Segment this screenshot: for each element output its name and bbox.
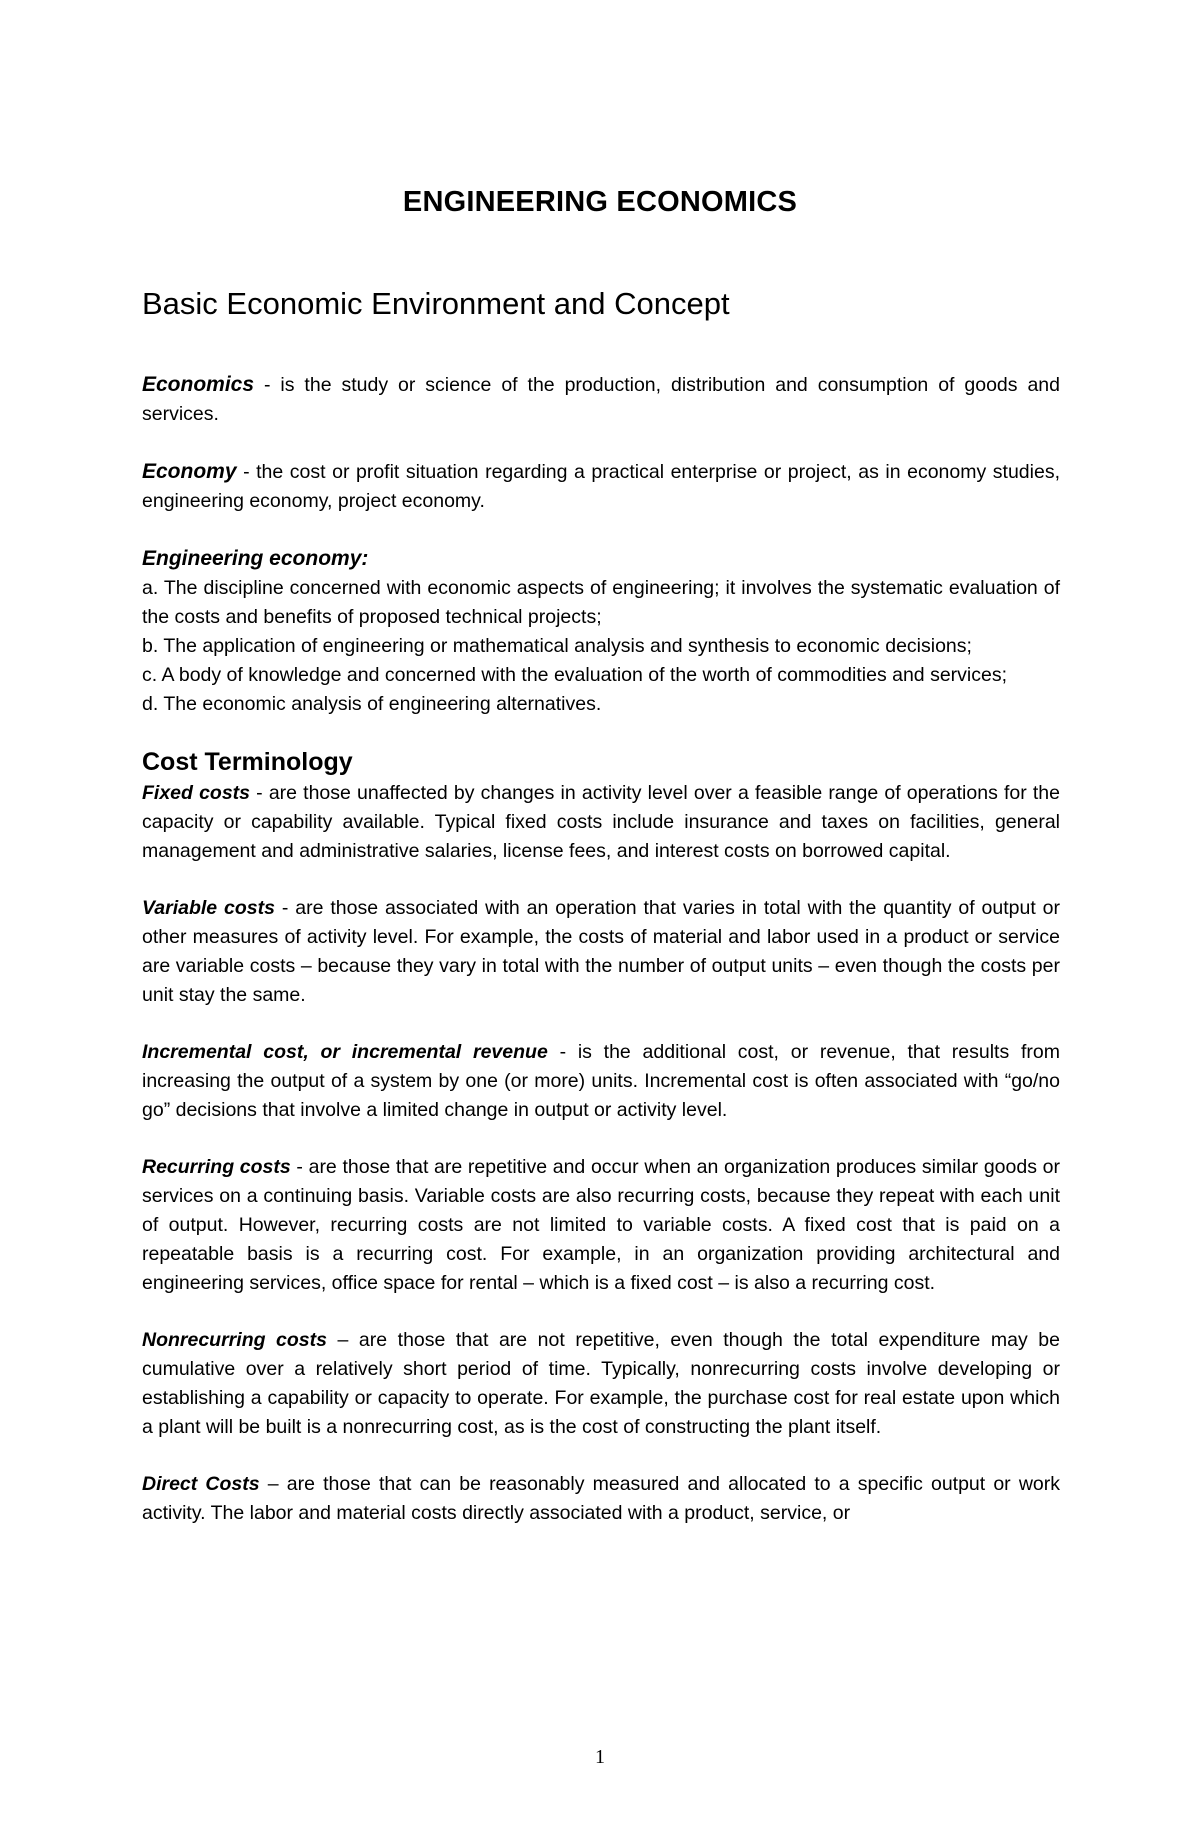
cost-entry-incremental: [142, 1038, 1060, 1125]
cost-terminology-heading: Cost Terminology: [142, 748, 353, 776]
definition-term: Economy: [142, 460, 237, 483]
definition-term: Economics: [142, 373, 255, 396]
document-title: ENGINEERING ECONOMICS: [402, 186, 798, 218]
definition-economy: [142, 457, 1060, 516]
cost-term: Fixed costs: [142, 782, 251, 804]
document-body: [142, 370, 1060, 1528]
cost-entry-fixed: [142, 779, 1060, 866]
list-item: a. The discipline concerned with economic aspects of engineering; it involves the systematic evaluation of the costs and benefits of proposed technical projects;: [142, 577, 1060, 628]
cost-text: – are those that are not repetitive, even though the total expenditure may be cumulative over a relatively short period of time. Typically, nonrecurring costs involve developing or establishing a capability or capacity to operate. For example, the purchase cost for real estate upon which a plant will be built is a nonrecurring cost, as is the cost of constructing the plant itself.: [142, 1329, 1060, 1438]
section-title: Basic Economic Environment and Concept: [142, 286, 730, 321]
cost-text: - is the additional cost, or revenue, that results from increasing the output of a system by one (or more) units. Incremental cost is often associated with “go/no go” decisions that involve a limited change in output or activity level.: [142, 1041, 1060, 1121]
cost-entry-recurring: [142, 1153, 1060, 1298]
list-item: b. The application of engineering or mathematical analysis and synthesis to economic decisions;: [142, 635, 972, 657]
cost-term: Incremental cost, or incremental revenue: [142, 1041, 548, 1063]
engineering-economy-heading: Engineering economy:: [142, 547, 369, 570]
page-number: 1: [595, 1746, 605, 1768]
definition-text: - the cost or profit situation regarding a practical enterprise or project, as in economy studies, engineering economy, project economy.: [142, 461, 1060, 512]
cost-term: Variable costs: [142, 897, 275, 919]
cost-text: - are those unaffected by changes in activity level over a feasible range of operations for the capacity or capability available. Typical fixed costs include insurance and taxes on facilities, general management and administrative salaries, license fees, and interest costs on borrowed capital.: [142, 782, 1060, 862]
list-item: d. The economic analysis of engineering alternatives.: [142, 693, 602, 715]
cost-entry-direct: [142, 1470, 1060, 1528]
list-item: c. A body of knowledge and concerned with the evaluation of the worth of commodities and services;: [142, 664, 1008, 686]
cost-text: – are those that can be reasonably measured and allocated to a specific output or work activity. The labor and material costs directly associated with a product, service, or: [142, 1473, 1060, 1524]
cost-term: Recurring costs: [142, 1156, 291, 1178]
cost-entry-variable: [142, 894, 1060, 1010]
cost-text: - are those associated with an operation that varies in total with the quantity of output or other measures of activity level. For example, the costs of material and labor used in a product or service are variable costs – because they vary in total with the number of output units – even though the costs per unit stay the same.: [142, 897, 1060, 1006]
cost-term: Direct Costs: [142, 1473, 260, 1495]
definition-text: - is the study or science of the production, distribution and consumption of goods and services.: [142, 374, 1060, 425]
cost-term: Nonrecurring costs: [142, 1329, 327, 1351]
cost-entry-nonrecurring: [142, 1326, 1060, 1442]
definition-economics: [142, 370, 1060, 429]
cost-text: - are those that are repetitive and occur when an organization produces similar goods or services on a continuing basis. Variable costs are also recurring costs, because they repeat with each unit of output. However, recurring costs are not limited to variable costs. A fixed cost that is paid on a repeatable basis is a recurring cost. For example, in an organization providing architectural and engineering services, office space for rental – which is a fixed cost – is also a recurring cost.: [142, 1156, 1060, 1294]
